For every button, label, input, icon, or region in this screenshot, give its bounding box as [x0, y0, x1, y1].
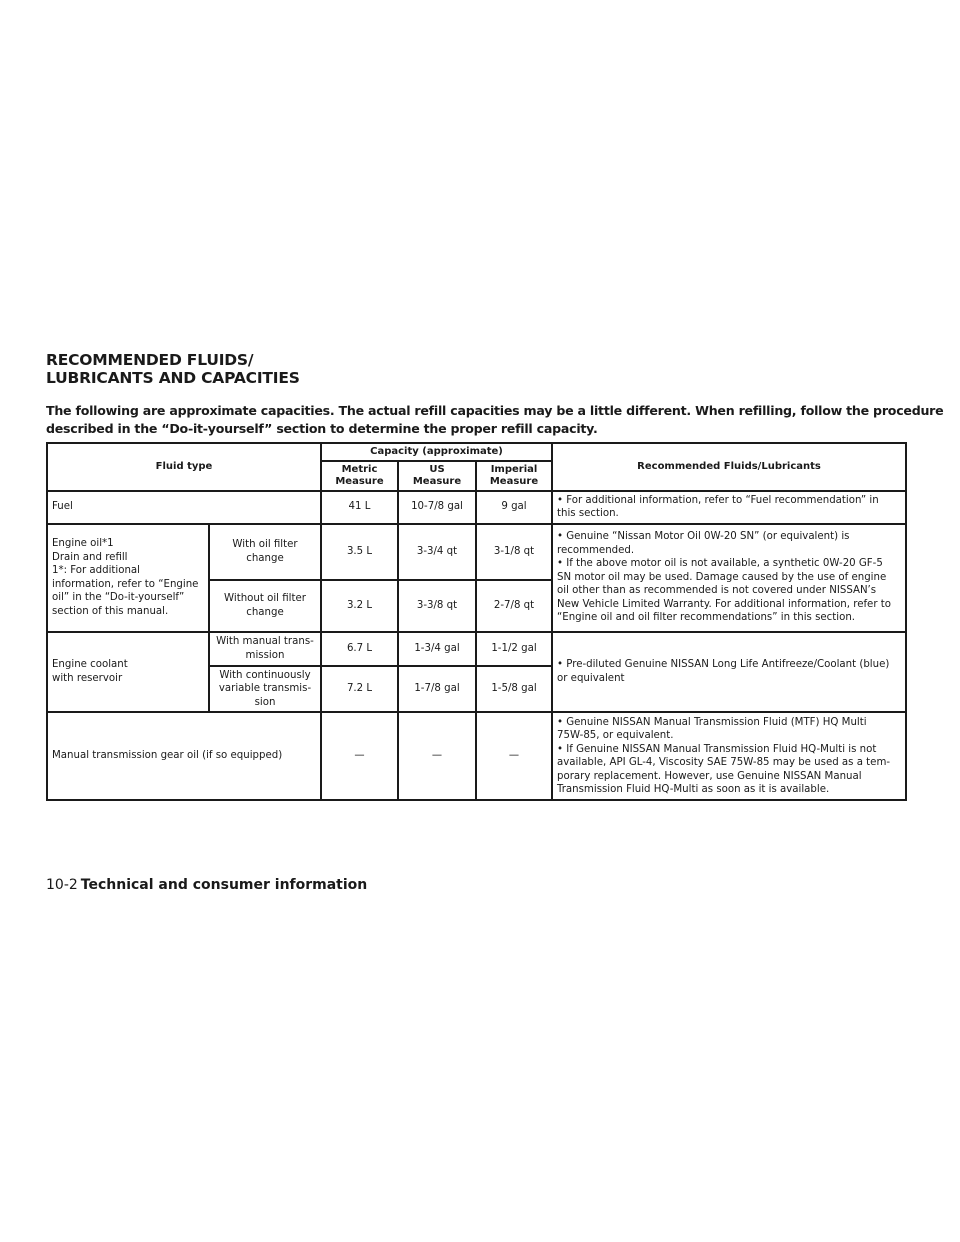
- fuel-label: Fuel: [47, 491, 321, 524]
- mt-oil-recommended-line: • Genuine NISSAN Manual Transmission Fluid (MTF) HQ Multi: [557, 716, 867, 728]
- coolant-label-line: with reservoir: [52, 672, 123, 684]
- table-header-row: [47, 443, 906, 461]
- engine-oil-without-filter-imperial: 2-7/8 qt: [476, 580, 552, 632]
- mt-oil-metric: —: [321, 712, 398, 800]
- capacities-table: [46, 442, 907, 801]
- footer-section-title: Technical and consumer information: [80, 877, 368, 893]
- sub-label-line: mission: [245, 649, 285, 661]
- coolant-manual-us: 1-3/4 gal: [398, 632, 476, 666]
- coolant-manual-label: [209, 632, 321, 666]
- fuel-recommended: [552, 491, 906, 524]
- engine-oil-label-line: 1*: For additional: [52, 565, 140, 576]
- engine-oil-without-filter-us: 3-3/8 qt: [398, 580, 476, 632]
- fuel-metric: 41 L: [321, 491, 398, 524]
- engine-oil-label-line: information, refer to “Engine: [52, 578, 199, 590]
- fuel-recommended-line: this section.: [557, 508, 619, 519]
- mt-oil-recommended: [552, 712, 906, 800]
- engine-oil-recommended-line: SN motor oil may be used. Damage caused by the use of engine: [557, 571, 887, 583]
- coolant-recommended-line: or equivalent: [557, 672, 625, 684]
- fuel-imperial: 9 gal: [476, 491, 552, 524]
- header-metric: [321, 461, 398, 491]
- mt-oil-recommended-line: 75W-85, or equivalent.: [557, 730, 674, 741]
- engine-oil-with-filter-label: [209, 524, 321, 580]
- coolant-cvt-us: 1-7/8 gal: [398, 666, 476, 713]
- sub-label-line: change: [246, 552, 284, 564]
- intro-line-1: The following are approximate capacities. The actual refill capacities may be a little different. When refilling, follow the procedure: [46, 403, 944, 418]
- header-imperial: [476, 461, 552, 491]
- mt-oil-recommended-line: • If Genuine NISSAN Manual Transmission Fluid HQ-Multi is not: [557, 743, 877, 755]
- engine-oil-label-line: Drain and refill: [52, 551, 128, 563]
- sub-label-line: sion: [254, 696, 276, 708]
- engine-oil-without-filter-metric: 3.2 L: [321, 580, 398, 632]
- header-us-line-1: US: [429, 464, 445, 475]
- sub-label-line: With manual trans-: [216, 636, 314, 647]
- coolant-recommended: [552, 632, 906, 713]
- intro-paragraph: [46, 402, 944, 438]
- section-heading: [46, 351, 906, 387]
- mt-oil-recommended-line: Transmission Fluid HQ-Multi as soon as it is available.: [557, 784, 830, 795]
- coolant-label: [47, 632, 209, 713]
- fuel-recommended-line: • For additional information, refer to “Fuel recommendation” in: [557, 494, 879, 506]
- mt-oil-us: —: [398, 712, 476, 800]
- sub-label-line: Without oil filter: [224, 593, 306, 604]
- page-footer: [46, 877, 367, 893]
- engine-oil-recommended-line: New Vehicle Limited Warranty. For additional information, refer to: [557, 598, 891, 610]
- mt-oil-recommended-line: available, API GL-4, Viscosity SAE 75W-85 may be used as a tem-: [557, 757, 891, 768]
- coolant-recommended-line: • Pre-diluted Genuine NISSAN Long Life Antifreeze/Coolant (blue): [557, 659, 890, 671]
- engine-oil-recommended-line: oil other than as recommended is not covered under NISSAN’s: [557, 585, 877, 597]
- engine-oil-without-filter-label: [209, 580, 321, 632]
- header-capacity: Capacity (approximate): [321, 443, 552, 461]
- header-us-line-2: Measure: [412, 475, 462, 487]
- section-heading-line-1: RECOMMENDED FLUIDS/: [46, 351, 254, 369]
- engine-oil-label-line: section of this manual.: [52, 605, 169, 617]
- header-recommended: Recommended Fluids/Lubricants: [552, 443, 906, 491]
- coolant-cvt-label: [209, 666, 321, 713]
- engine-oil-recommended-line: recommended.: [557, 544, 635, 556]
- table-row: [47, 491, 906, 524]
- fuel-us: 10-7/8 gal: [398, 491, 476, 524]
- engine-oil-label-line: Engine oil*1: [52, 538, 114, 549]
- engine-oil-recommended-line: • Genuine “Nissan Motor Oil 0W-20 SN” (or equivalent) is: [557, 531, 850, 543]
- engine-oil-recommended: [552, 524, 906, 632]
- header-metric-line-2: Measure: [335, 475, 384, 487]
- header-metric-line-1: Metric: [341, 464, 378, 475]
- coolant-manual-metric: 6.7 L: [321, 632, 398, 666]
- sub-label-line: change: [246, 606, 284, 618]
- engine-oil-recommended-line: “Engine oil and oil filter recommendations” in this section.: [557, 612, 856, 624]
- mt-oil-recommended-line: porary replacement. However, use Genuine NISSAN Manual: [557, 770, 862, 782]
- mt-oil-imperial: —: [476, 712, 552, 800]
- mt-oil-label: Manual transmission gear oil (if so equipped): [47, 712, 321, 800]
- coolant-label-line: Engine coolant: [52, 659, 128, 671]
- header-fluid-type: Fluid type: [47, 443, 321, 491]
- page-number: 10-2: [46, 877, 78, 893]
- table-row: [47, 632, 906, 666]
- coolant-manual-imperial: 1-1/2 gal: [476, 632, 552, 666]
- sub-label-line: variable transmis-: [218, 683, 312, 694]
- engine-oil-label: [47, 524, 209, 632]
- header-imperial-line-1: Imperial: [490, 464, 538, 475]
- sub-label-line: With oil filter: [232, 539, 298, 550]
- engine-oil-recommended-line: • If the above motor oil is not available, a synthetic 0W-20 GF-5: [557, 558, 883, 570]
- engine-oil-with-filter-us: 3-3/4 qt: [398, 524, 476, 580]
- header-imperial-line-2: Measure: [489, 475, 539, 487]
- header-us: [398, 461, 476, 491]
- engine-oil-with-filter-metric: 3.5 L: [321, 524, 398, 580]
- table-row: [47, 524, 906, 580]
- coolant-cvt-metric: 7.2 L: [321, 666, 398, 713]
- section-heading-line-2: LUBRICANTS AND CAPACITIES: [46, 369, 300, 387]
- sub-label-line: With continuously: [219, 669, 311, 681]
- intro-line-2: described in the “Do-it-yourself” section to determine the proper refill capacity.: [46, 421, 598, 436]
- engine-oil-label-line: oil” in the “Do-it-yourself”: [52, 592, 185, 603]
- engine-oil-with-filter-imperial: 3-1/8 qt: [476, 524, 552, 580]
- table-row: [47, 712, 906, 800]
- coolant-cvt-imperial: 1-5/8 gal: [476, 666, 552, 713]
